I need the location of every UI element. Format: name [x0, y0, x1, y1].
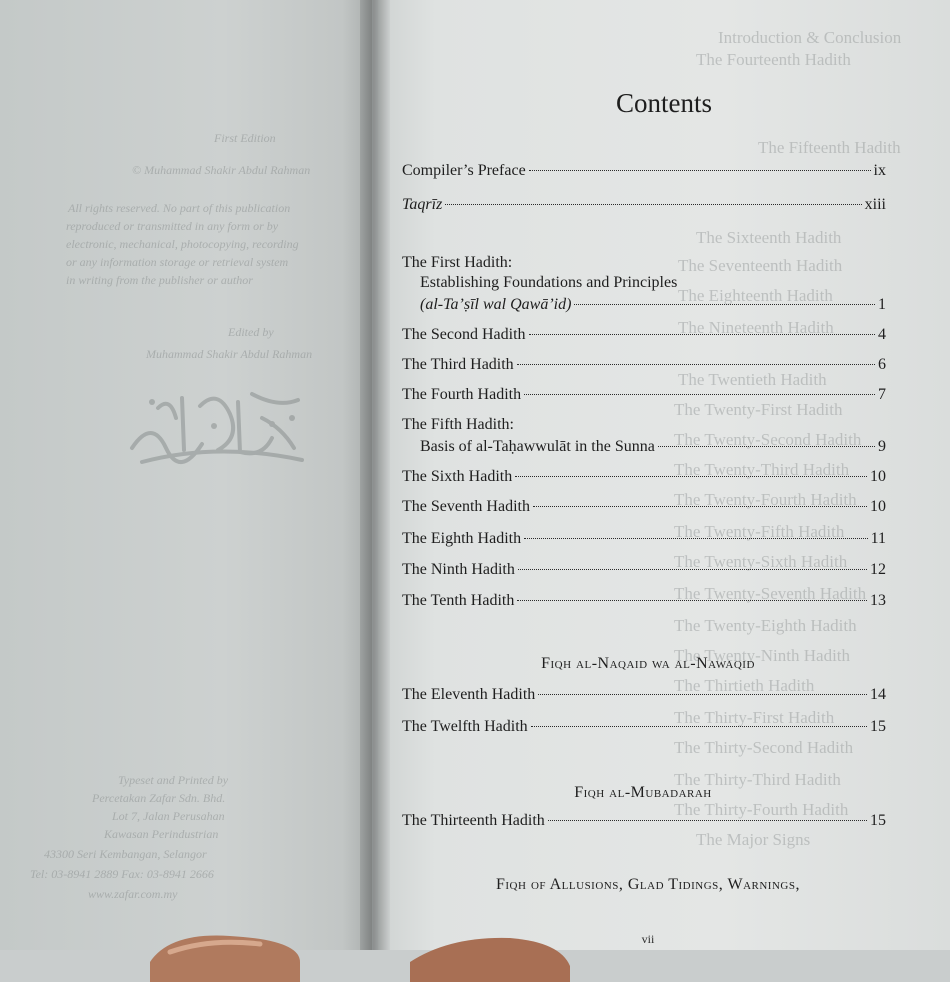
toc-entry-page: 4 [878, 326, 886, 343]
bleed-through-line: The Fourteenth Hadith [696, 50, 851, 69]
dot-leader [538, 694, 867, 695]
section-heading: Fiqh of Allusions, Glad Tidings, Warnings, [496, 876, 800, 893]
section-heading: Fiqh al-Naqaid wa al-Nawaqid [541, 655, 755, 672]
ghost-copyright-line: All rights reserved. No part of this publication [68, 201, 291, 215]
dot-leader [517, 364, 875, 365]
ghost-copyright-line: in writing from the publisher or author [66, 273, 253, 287]
dot-leader [531, 726, 867, 727]
thumb-icon [150, 922, 570, 982]
bleed-through-line: The Twenty-Eighth Hadith [674, 616, 857, 635]
toc-entry [402, 326, 886, 346]
dot-leader [533, 506, 867, 507]
toc-entry-label: The Third Hadith [402, 356, 514, 373]
toc-entry-label: The Thirteenth Hadith [402, 812, 545, 829]
dot-leader [524, 394, 875, 395]
toc-entry [402, 561, 886, 581]
bleed-through-line: The Twenty-Fourth Hadith [674, 490, 857, 509]
ghost-copyright-line: or any information storage or retrieval system [66, 255, 289, 269]
dot-leader [517, 600, 867, 601]
toc-entry [402, 386, 886, 406]
toc-entry-label: The Twelfth Hadith [402, 718, 528, 735]
toc-entry [420, 296, 886, 316]
bleed-through-line: The Twentieth Hadith [678, 370, 827, 389]
dot-leader [445, 204, 861, 205]
ghost-printer-line: Tel: 03-8941 2889 Fax: 03-8941 2666 [30, 867, 214, 881]
toc-entry [420, 438, 886, 458]
toc-heading: The Fifth Hadith: [402, 416, 514, 433]
book-gutter [360, 0, 390, 950]
bleed-through-line: Introduction & Conclusion [718, 28, 902, 47]
ghost-copyright-line: Edited by [228, 325, 274, 339]
section-heading: Fiqh al-Mubadarah [574, 784, 712, 801]
dot-leader [574, 304, 875, 305]
toc-entry-page: 6 [878, 356, 886, 373]
toc-entry-page: 14 [870, 686, 886, 703]
toc-entry-page: 12 [870, 561, 886, 578]
toc-heading: The First Hadith: [402, 254, 513, 271]
dot-leader [515, 476, 867, 477]
ghost-copyright-line: First Edition [214, 131, 276, 145]
bleed-through-line: The Twenty-Ninth Hadith [674, 646, 851, 665]
ghost-printer-line: 43300 Seri Kembangan, Selangor [44, 847, 207, 861]
toc-entry-label: The Tenth Hadith [402, 592, 515, 609]
bleed-through-line: The Nineteenth Hadith [678, 318, 834, 337]
toc-entry-page: 7 [878, 386, 886, 403]
bleed-through-line: The Twenty-Fifth Hadith [674, 522, 845, 541]
ghost-copyright-line: Muhammad Shakir Abdul Rahman [146, 347, 313, 361]
dot-leader [529, 170, 871, 171]
ghost-printer-line: Typeset and Printed by [118, 773, 229, 787]
dot-leader [524, 538, 868, 539]
toc-entry-label: The Fourth Hadith [402, 386, 522, 403]
dot-leader [518, 569, 867, 570]
toc-entry [402, 530, 886, 550]
toc-entry [402, 162, 886, 182]
toc-entry-page: 15 [870, 812, 886, 829]
toc-entry-page: 15 [870, 718, 886, 735]
bleed-through-line: The Thirtieth Hadith [674, 676, 815, 695]
bleed-through-line: The Thirty-Fourth Hadith [674, 800, 849, 819]
toc-entry-label: Compiler’s Preface [402, 162, 526, 179]
ghost-printer-line: www.zafar.com.my [88, 887, 178, 901]
ghost-printer-line: Kawasan Perindustrian [104, 827, 219, 841]
dot-leader [658, 446, 875, 447]
bleed-through-line: The Major Signs [696, 830, 811, 849]
bleed-through-line: The Fifteenth Hadith [758, 138, 901, 157]
bleed-through-line: The Seventeenth Hadith [678, 256, 843, 275]
toc-entry [402, 196, 886, 216]
toc-entry [402, 686, 886, 706]
toc-entry-label: Basis of al-Taḥawwulāt in the Sunna [420, 438, 655, 455]
toc-entry-page: 10 [870, 498, 886, 515]
ghost-printer-line: Percetakan Zafar Sdn. Bhd. [92, 791, 226, 805]
left-page [0, 0, 372, 950]
toc-entry [402, 592, 886, 612]
bleed-through-line: The Sixteenth Hadith [696, 228, 842, 247]
right-page [378, 0, 950, 950]
toc-entry [402, 468, 886, 488]
toc-entry-label: The Ninth Hadith [402, 561, 515, 578]
toc-entry [402, 356, 886, 376]
toc-entry-label: The Second Hadith [402, 326, 526, 343]
toc-entry-label: Taqrīz [402, 196, 443, 213]
toc-entry [402, 498, 886, 518]
bleed-through-line: The Thirty-First Hadith [674, 708, 835, 727]
toc-entry [402, 718, 886, 738]
calligraphy-seal-icon [122, 378, 312, 470]
toc-entry-page: 11 [870, 530, 886, 547]
toc-subheading: Establishing Foundations and Principles [420, 274, 678, 291]
toc-entry-label: The Seventh Hadith [402, 498, 530, 515]
bleed-through-line: The Twenty-First Hadith [674, 400, 843, 419]
table-of-contents [378, 0, 950, 950]
page-number: vii [641, 932, 655, 946]
toc-entry-label: (al-Ta’ṣīl wal Qawā’id) [420, 296, 572, 313]
toc-entry-page: ix [873, 162, 886, 179]
bleed-through-line: The Eighteenth Hadith [678, 286, 833, 305]
bleed-through-line: The Twenty-Second Hadith [674, 430, 862, 449]
bleed-through-line: The Twenty-Sixth Hadith [674, 552, 848, 571]
dot-leader [548, 820, 867, 821]
toc-entry-page: 1 [878, 296, 886, 313]
toc-entry-page: 9 [878, 438, 886, 455]
toc-entry-label: The Eleventh Hadith [402, 686, 536, 703]
bleed-through-line: The Twenty-Seventh Hadith [674, 584, 867, 603]
ghost-copyright-line: electronic, mechanical, photocopying, recording [66, 237, 299, 251]
toc-entry-page: 10 [870, 468, 886, 485]
toc-entry-page: 13 [870, 592, 886, 609]
bleed-through-line: The Twenty-Third Hadith [674, 460, 850, 479]
dot-leader [529, 334, 875, 335]
ghost-copyright-line: © Muhammad Shakir Abdul Rahman [132, 163, 311, 177]
ghost-printer-line: Lot 7, Jalan Perusahan [112, 809, 225, 823]
toc-entry-label: The Sixth Hadith [402, 468, 513, 485]
bleed-through-line: The Thirty-Second Hadith [674, 738, 854, 757]
toc-entry [402, 812, 886, 832]
bleed-through-line: The Thirty-Third Hadith [674, 770, 841, 789]
toc-entry-page: xiii [864, 196, 886, 213]
toc-entry-label: The Eighth Hadith [402, 530, 522, 547]
ghost-copyright-line: reproduced or transmitted in any form or by [66, 219, 279, 233]
page-title: Contents [615, 88, 712, 118]
